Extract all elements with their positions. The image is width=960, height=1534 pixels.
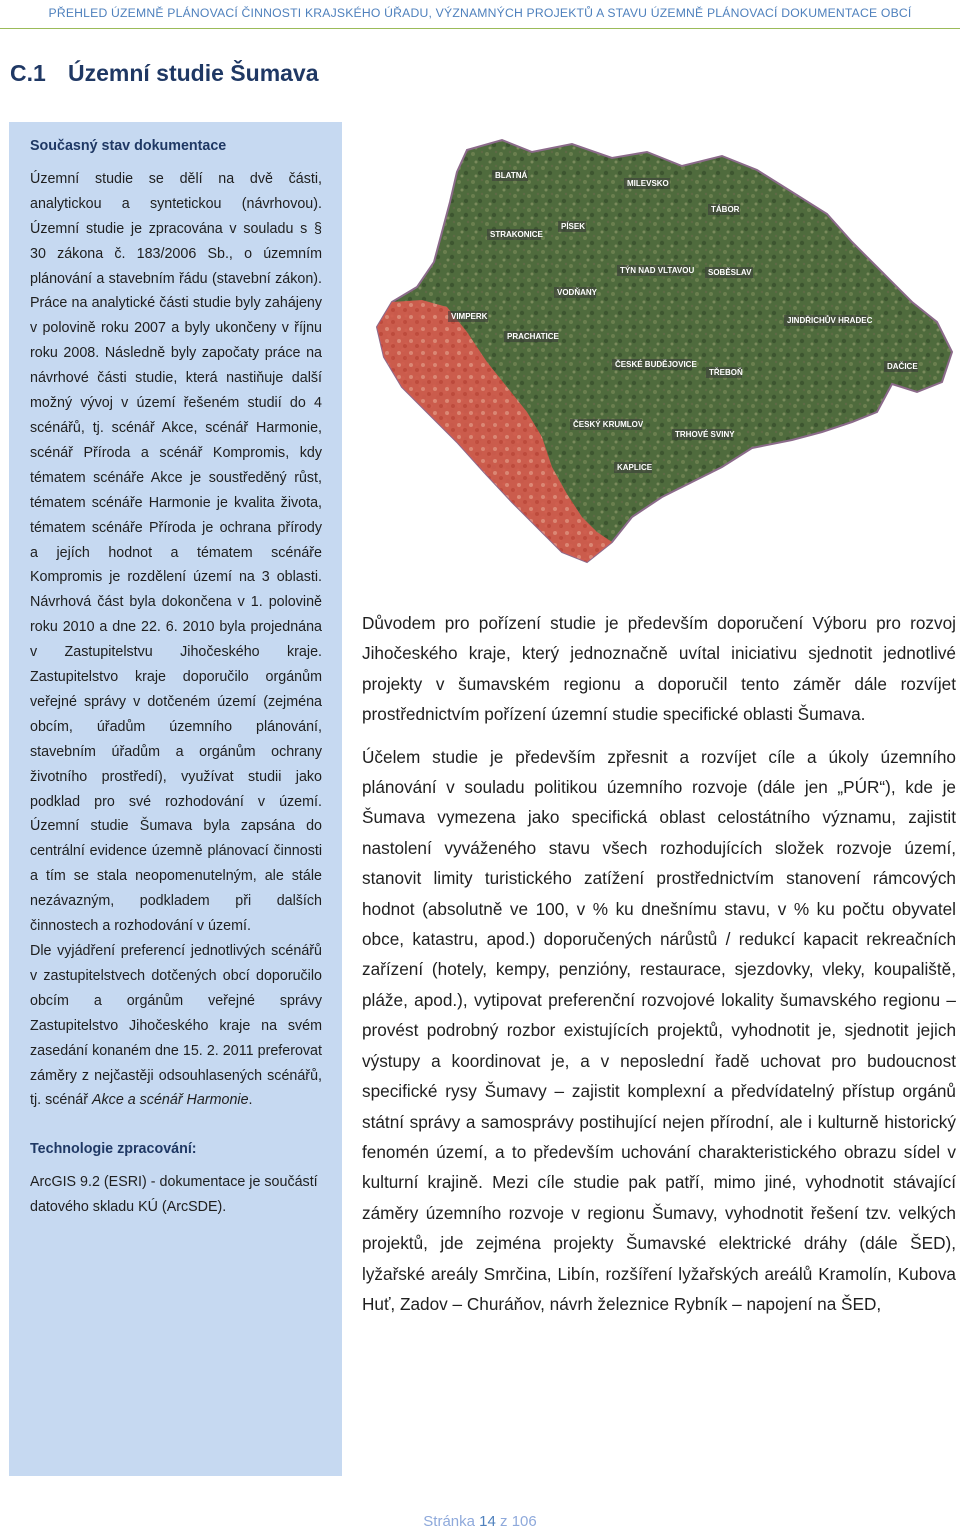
map-label-14: ČESKÝ KRUMLOV (573, 420, 644, 429)
sidebar-paragraph-2 (30, 939, 322, 1113)
map-label-2: TÁBOR (711, 205, 740, 214)
map-label-3: STRAKONICE (490, 230, 543, 239)
map-label-0: BLATNÁ (495, 171, 528, 180)
sidebar-paragraph-2-italic: Akce a scénář Harmonie (91, 1092, 249, 1109)
main-text (362, 608, 956, 1331)
section-title-text: Územní studie Šumava (68, 60, 319, 86)
sidebar-heading: Současný stav dokumentace (30, 138, 227, 154)
sidebar-paragraph-2-suffix: . (248, 1092, 253, 1109)
sidebar-paragraph-1: Územní studie se dělí na dvě části, analytickou a syntetickou (návrhovou). Územní studie je zpracována v souladu s § 30 zákona č. 183/2006 Sb., o územním plánování a stavebním řádu (stavební zákon). Práce na analytické části studie byly zahájeny v polovině roku 2007 a byly ukončeny v říjnu roku 2008. Následně byly započaty práce na návrhové části studie, která nastiňuje další možný vývoj v území řešeném studií do 4 scénářů, tj. scénář Akce, scénář Harmonie, scénář Příroda a scénář Kompromis, kdy tématem scénáře Akce je soustředěný růst, tématem scénáře Harmonie je kvalita života, tématem scénáře Příroda je ochrana přírody a jejích hodnot a tématem scénáře Kompromis je rozdělení území na 3 oblasti. Návrhová část byla dokončena v 1. polovině roku 2010 a dne 22. 6. 2010 byla projednána v Zastupitelstvu Jihočeského kraje. Zastupitelstvo kraje doporučilo orgánům veřejné správy v dotčeném území (zejména obcím, úřadům územního plánování, stavebním úřadům a orgánům ochrany životního prostředí), využívat studii jako podklad pro své rozhodování v území. Územní studie Šumava byla zapsána do centrální evidence územně plánovací činnosti a tím se stala neopomenutelným, ale stále nezávazným, podkladem při dalších činnostech a rozhodování v území. (30, 170, 322, 935)
footer-total: 106 (511, 1513, 537, 1530)
tech-heading: Technologie zpracování: (30, 1141, 197, 1158)
sidebar-box (9, 122, 342, 1476)
map-label-11: ČESKÉ BUDĚJOVICE (615, 360, 697, 369)
map-label-8: VIMPERK (451, 312, 488, 321)
section-number: C.1 (10, 60, 46, 86)
spacer (30, 1113, 322, 1137)
page-header (0, 0, 960, 29)
tech-text: ArcGIS 9.2 (ESRI) - dokumentace je součástí datového skladu KÚ (ArcSDE). (30, 1174, 318, 1216)
map-label-12: TŘEBOŇ (709, 368, 743, 377)
map-svg (372, 122, 958, 582)
map-label-15: TRHOVÉ SVINY (675, 430, 735, 439)
footer-page: 14 (479, 1513, 496, 1530)
page-footer (0, 1513, 960, 1530)
footer-prefix: Stránka (423, 1513, 480, 1530)
map-label-13: DAČICE (887, 362, 918, 371)
map-label-9: JINDŘICHŮV HRADEC (787, 316, 873, 325)
main-paragraph-2: Účelem studie je především zpřesnit a rozvíjet cíle a úkoly územního plánování v souladu politikou územního rozvoje (dále jen „PÚR“), kde je Šumava vymezena jako specifická oblast celostátního významu, zajistit nastolení vyváženého stavu všech rozhodujících složek rozvoje území, stanovit limity turistického zatížení prostřednictvím stanovení rámcových hodnot (absolutně ve 100, v % ku dnešnímu stavu, v % ku počtu obyvatel obce, katastru, apod.) doporučených nárůstů / redukcí kapacit rekreačních zařízení (hotely, kempy, penziόny, restaurace, sjezdovky, vleky, koupaliště, pláže, apod.), vytipovat preferenční rozvojové lokality šumavského regionu – provést podrobný rozbor existujících projektů, vyhodnotit je, sjednotit jejich výstupy a koordinovat je, a v neposlední řadě uchovat pro budoucnost specifické rysy Šumavy – zajistit komplexní a předvídatelný přístup orgánů státní správy a samosprávy postihující nejen přírodní, ale i kulturně historický fenomén území, a to především uchování charakteristického obrazu sídel v kulturní krajině. Mezi cíle studie pak patří, mimo jiné, vyhodnotit stávající záměry územního rozvoje v regionu Šumavy, vyhodnotit řešení tzv. velkých projektů, jde zejména projekty Šumavské elektrické dráhy (dále ŠED), lyžařské areály Smrčina, Libín, rozšíření lyžařských areálů Kramolín, Kubova Huť, Zadov – Churáňov, návrh železnice Rybník – napojení na ŠED, (362, 746, 956, 1314)
map-label-7: VODŇANY (557, 288, 598, 297)
map-label-5: TÝN NAD VLTAVOU (620, 266, 695, 275)
map-label-10: PRACHATICE (507, 332, 559, 341)
section-title (10, 60, 319, 87)
map-label-1: MILEVSKO (627, 179, 669, 188)
main-paragraph-1: Důvodem pro pořízení studie je především doporučení Výboru pro rozvoj Jihočeského kraje, který jednoznačně uvítal iniciativu sjednotit jednotlivé projekty v šumavském regionu a doporučil tento záměr dále rozvíjet prostřednictvím pořízení územní studie specifické oblasti Šumava. (362, 613, 956, 725)
sidebar-content (30, 134, 322, 1220)
map-label-16: KAPLICE (617, 463, 653, 472)
sidebar-paragraph-2-prefix: Dle vyjádření preferencí jednotlivých scénářů v zastupitelstvech dotčených obcí doporučilo obcím a orgánům veřejné správy Zastupitelstvo Jihočeského kraje na svém zasedání konaném dne 15. 2. 2011 preferovat záměry z nejčastěji odsouhlasených scénářů, tj. scénář (30, 943, 322, 1109)
region-map (372, 122, 958, 582)
footer-middle: z (495, 1513, 512, 1530)
header-text: PŘEHLED ÚZEMNĚ PLÁNOVACÍ ČINNOSTI KRAJSKÉHO ÚŘADU, VÝZNAMNÝCH PROJEKTŮ A STAVU ÚZEMNĚ PLÁNOVACÍ DOKUMENTACE OBCÍ (48, 6, 912, 20)
map-label-6: SOBĚSLAV (708, 268, 752, 277)
map-label-4: PÍSEK (561, 222, 586, 231)
